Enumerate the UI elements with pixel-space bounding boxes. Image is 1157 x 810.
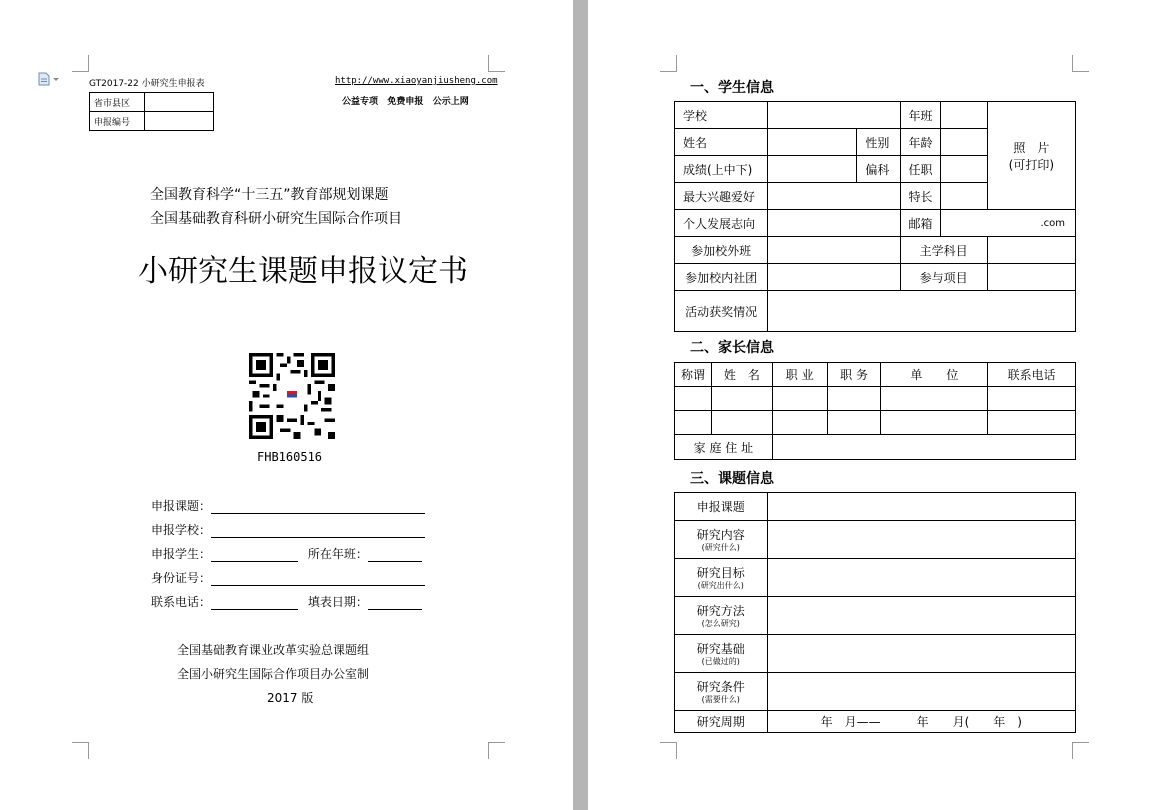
id-label: 身份证号： [151,571,212,585]
region-table [89,92,214,131]
grade-label: 所在年班： [307,547,368,561]
email-label: 邮箱 [900,210,940,237]
project-label: 参与项目 [900,264,987,291]
parent-cell[interactable] [772,411,827,435]
phone-input[interactable] [211,595,298,610]
parent-cell[interactable] [881,387,988,411]
row-sublabel: (怎么研究) [701,619,740,628]
research-condition-label [675,673,768,711]
topic-label: 申报课题： [151,499,212,513]
school-label: 申报学校： [151,523,212,537]
direction-cell[interactable] [768,210,900,237]
parent-cell[interactable] [827,411,881,435]
parent-cell[interactable] [711,387,772,411]
date-input[interactable] [368,595,422,610]
awards-cell[interactable] [768,291,1076,332]
direction-label: 个人发展志向 [675,210,768,237]
club-cell[interactable] [768,264,900,291]
name-label: 姓名 [675,129,768,156]
footer-version: 2017 版 [267,691,314,705]
research-goal-cell[interactable] [767,559,1075,597]
row-label: 研究目标 [696,566,745,580]
specialty-label: 特长 [900,183,940,210]
student-label: 申报学生： [151,547,212,561]
school-cell[interactable] [768,102,900,129]
parent-cell[interactable] [772,387,827,411]
school-label: 学校 [675,102,768,129]
apply-topic-label: 申报课题 [675,493,768,521]
margin-corner [488,55,505,72]
table-row [675,635,1076,673]
document-icon[interactable] [38,72,60,86]
grades-cell[interactable] [768,156,857,183]
parent-header: 联系电话 [988,363,1076,387]
post-label: 任职 [900,156,940,183]
parent-header: 单 位 [881,363,988,387]
research-content-label [675,521,768,559]
region-label: 省市县区 [90,93,145,112]
row-label: 研究内容 [696,528,745,542]
research-goal-label [675,559,768,597]
parent-cell[interactable] [881,411,988,435]
margin-corner [72,55,89,72]
main-subject-label: 主学科目 [900,237,987,264]
table-row [675,411,1076,435]
number-label: 申报编号 [90,112,145,131]
class-cell[interactable] [940,102,987,129]
margin-corner [1072,55,1089,72]
photo-note: (可打印) [1008,157,1055,172]
section-student-title: 一、学生信息 [690,80,774,96]
table-row [675,102,1076,129]
footer-org-1: 全国基础教育课业改革实验总课题组 [177,643,370,657]
parent-cell[interactable] [711,411,772,435]
table-row [675,521,1076,559]
table-row [675,387,1076,411]
parent-cell[interactable] [988,411,1076,435]
table-row [675,493,1076,521]
row-sublabel: (研究什么) [701,543,740,552]
margin-corner [72,742,89,759]
table-row [90,93,214,112]
section-parent-title: 二、家长信息 [690,340,774,356]
table-row [675,559,1076,597]
parent-cell[interactable] [675,387,712,411]
address-cell[interactable] [772,435,1075,460]
school-input[interactable] [211,523,425,538]
header-tags: 公益专项 免费申报 公示上网 [342,97,469,107]
specialty-cell[interactable] [940,183,987,210]
section-topic-title: 三、课题信息 [690,471,774,487]
row-sublabel: (需要什么) [701,695,740,704]
parent-cell[interactable] [988,387,1076,411]
table-row [675,673,1076,711]
page-title: 小研究生课题申报议定书 [138,254,468,289]
email-cell[interactable]: .com [940,210,1075,237]
age-label: 年龄 [900,129,940,156]
class-label: 年班 [900,102,940,129]
research-basis-label [675,635,768,673]
margin-corner [660,55,677,72]
table-row [675,264,1076,291]
photo-cell[interactable] [987,102,1075,210]
project-code: FHB160516 [257,450,323,464]
subtitle-2: 全国基础教育科研小研究生国际合作项目 [150,211,402,227]
age-cell[interactable] [940,129,987,156]
apply-topic-cell[interactable] [767,493,1075,521]
margin-corner [660,742,677,759]
row-label: 研究方法 [696,604,745,618]
qr-code [249,353,335,439]
parent-header: 职 务 [827,363,881,387]
parent-info-table [674,362,1076,460]
parent-cell[interactable] [675,411,712,435]
club-label: 参加校内社团 [675,264,768,291]
parent-header: 称谓 [675,363,712,387]
parent-header: 姓 名 [711,363,772,387]
number-value[interactable] [145,112,214,131]
research-content-cell[interactable] [767,521,1075,559]
outside-class-label: 参加校外班 [675,237,768,264]
id-field [151,569,425,586]
region-value[interactable] [145,93,214,112]
hobby-label: 最大兴趣爱好 [675,183,768,210]
page-gutter [573,0,588,810]
research-period-label: 研究周期 [675,711,768,733]
margin-corner [488,742,505,759]
photo-label: 照 片 [1013,140,1050,155]
research-period-cell[interactable]: 年 月—— 年 月( 年 ) [767,711,1075,733]
student-input[interactable] [211,547,298,562]
row-label: 研究条件 [696,680,745,694]
subtitle-1: 全国教育科学“十三五”教育部规划课题 [150,187,389,203]
margin-corner [1072,742,1089,759]
research-condition-cell[interactable] [767,673,1075,711]
page-left [0,0,573,810]
date-label: 填表日期： [307,595,368,609]
table-row [675,291,1076,332]
grade-input[interactable] [368,547,422,562]
main-subject-cell[interactable] [987,237,1075,264]
research-basis-cell[interactable] [767,635,1075,673]
phone-label: 联系电话： [151,595,212,609]
post-cell[interactable] [940,156,987,183]
table-row [90,112,214,131]
table-row [675,711,1076,733]
parent-header: 职 业 [772,363,827,387]
row-label: 研究基础 [696,642,745,656]
topic-info-table [674,492,1076,733]
table-row [675,210,1076,237]
hobby-cell[interactable] [768,183,900,210]
name-cell[interactable] [768,129,857,156]
header-left: GT2017-22 小研究生申报表 [89,79,205,89]
gender-label: 性别 [857,129,900,156]
student-field [151,545,422,562]
research-method-cell[interactable] [767,597,1075,635]
parent-cell[interactable] [827,387,881,411]
student-info-table [674,101,1076,332]
outside-class-cell[interactable] [768,237,900,264]
awards-label: 活动获奖情况 [675,291,768,332]
row-sublabel: (已做过的) [701,657,740,666]
id-input[interactable] [211,571,425,586]
row-sublabel: (研究出什么) [697,581,744,590]
address-label: 家 庭 住 址 [675,435,773,460]
table-row [675,597,1076,635]
topic-field [151,497,425,514]
bias-label: 偏科 [857,156,900,183]
table-row [675,363,1076,387]
footer-org-2: 全国小研究生国际合作项目办公室制 [177,667,370,681]
table-row [675,435,1076,460]
research-method-label [675,597,768,635]
school-field [151,521,425,538]
project-cell[interactable] [987,264,1075,291]
grades-label: 成绩(上中下) [675,156,768,183]
topic-input[interactable] [211,499,425,514]
phone-field [151,593,422,610]
header-url[interactable]: http://www.xiaoyanjiusheng.com [335,76,498,86]
table-row [675,237,1076,264]
page-right [588,0,1157,810]
